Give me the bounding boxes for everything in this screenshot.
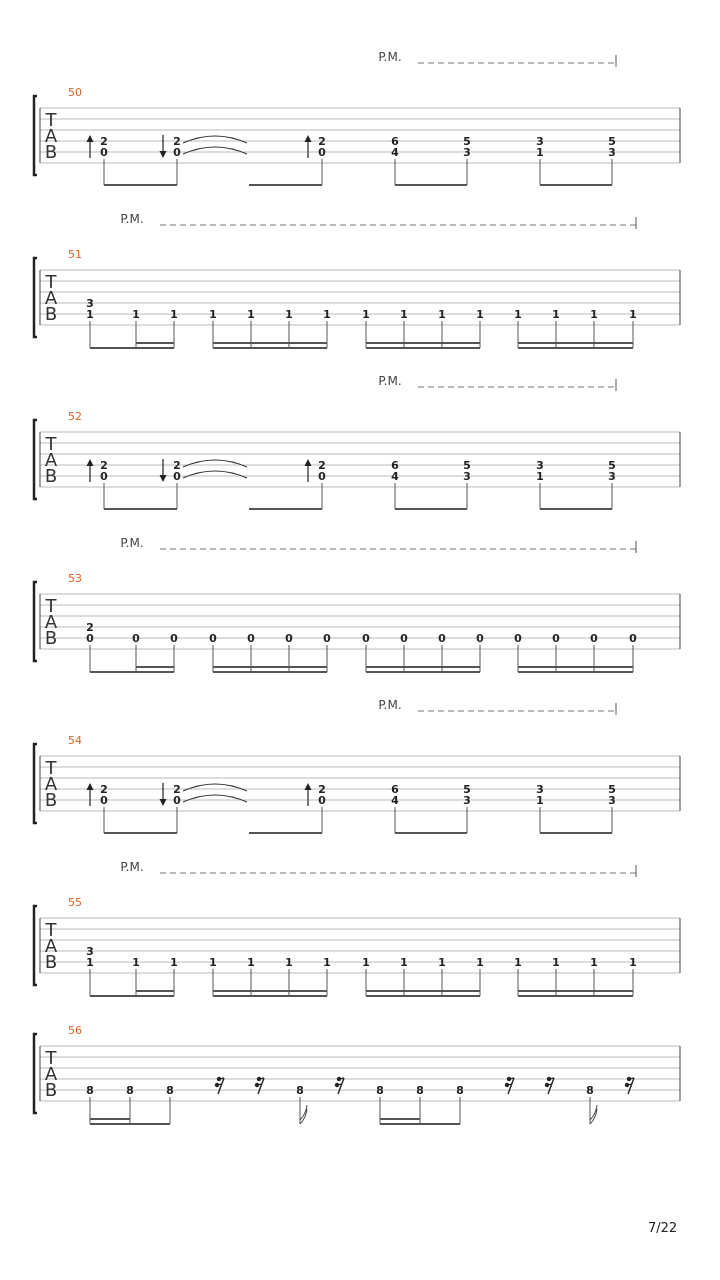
measure-number: 55 (68, 896, 82, 909)
fret-number: 8 (376, 1084, 384, 1097)
palm-mute-label: P.M. (120, 860, 144, 874)
palm-mute-label: P.M. (378, 374, 402, 388)
fret-number: 0 (209, 632, 217, 645)
fret-number: 8 (166, 1084, 174, 1097)
tab-system-50 (34, 50, 680, 185)
fret-number: 1 (536, 146, 544, 159)
fret-number: 1 (247, 956, 255, 969)
fret-number: 1 (323, 308, 331, 321)
tab-system-56 (34, 1024, 680, 1124)
fret-number: 1 (170, 308, 178, 321)
tab-clef-letter: B (44, 628, 58, 649)
fret-number: 0 (362, 632, 370, 645)
tab-clef-letter: A (44, 774, 58, 795)
tie-arc (183, 460, 247, 467)
fret-number: 0 (132, 632, 140, 645)
fret-number: 2 (173, 459, 181, 472)
tab-system-53 (34, 536, 680, 672)
fret-number: 3 (86, 945, 94, 958)
fret-number: 3 (536, 459, 544, 472)
tie-arc (183, 784, 247, 791)
fret-number: 8 (586, 1084, 594, 1097)
tab-system-54 (34, 698, 680, 833)
tab-clef-letter: A (44, 936, 58, 957)
fret-number: 0 (318, 794, 326, 807)
palm-mute-label: P.M. (120, 212, 144, 226)
fret-number: 8 (126, 1084, 134, 1097)
fret-number: 0 (86, 632, 94, 645)
palm-mute-label: P.M. (378, 698, 402, 712)
fret-number: 2 (318, 459, 326, 472)
fret-number: 0 (323, 632, 331, 645)
fret-number: 1 (514, 308, 522, 321)
measure-number: 51 (68, 248, 82, 261)
tab-clef-letter: B (44, 952, 58, 973)
fret-number: 4 (391, 146, 399, 159)
fret-number: 1 (590, 956, 598, 969)
up-stroke-arrow-icon (87, 783, 94, 790)
fret-number: 0 (173, 470, 181, 483)
fret-number: 2 (318, 135, 326, 148)
fret-number: 0 (438, 632, 446, 645)
fret-number: 1 (400, 308, 408, 321)
fret-number: 0 (173, 794, 181, 807)
fret-number: 5 (608, 459, 616, 472)
fret-number: 0 (318, 146, 326, 159)
fret-number: 1 (552, 308, 560, 321)
tie-arc (183, 136, 247, 143)
fret-number: 3 (463, 470, 471, 483)
fret-number: 3 (536, 135, 544, 148)
tab-clef-letter: B (44, 466, 58, 487)
tab-clef-letter: T (45, 110, 57, 131)
fret-number: 1 (629, 956, 637, 969)
tab-system-55 (34, 860, 680, 996)
measure-number: 56 (68, 1024, 82, 1037)
fret-number: 0 (100, 470, 108, 483)
fret-number: 6 (391, 135, 399, 148)
fret-number: 1 (536, 470, 544, 483)
fret-number: 0 (100, 794, 108, 807)
fret-number: 0 (173, 146, 181, 159)
fret-number: 3 (536, 783, 544, 796)
fret-number: 0 (318, 470, 326, 483)
fret-number: 6 (391, 459, 399, 472)
fret-number: 1 (247, 308, 255, 321)
fret-number: 1 (132, 956, 140, 969)
up-stroke-arrow-icon (87, 459, 94, 466)
down-stroke-arrow-icon (160, 799, 167, 806)
fret-number: 2 (100, 135, 108, 148)
fret-number: 4 (391, 794, 399, 807)
fret-number: 8 (456, 1084, 464, 1097)
system-bracket (34, 1034, 37, 1113)
fret-number: 2 (100, 459, 108, 472)
fret-number: 1 (476, 956, 484, 969)
fret-number: 3 (608, 470, 616, 483)
fret-number: 3 (608, 146, 616, 159)
tab-system-51 (34, 212, 680, 348)
fret-number: 0 (476, 632, 484, 645)
fret-number: 1 (536, 794, 544, 807)
fret-number: 0 (629, 632, 637, 645)
fret-number: 1 (400, 956, 408, 969)
fret-number: 1 (209, 308, 217, 321)
measure-number: 52 (68, 410, 82, 423)
system-bracket (34, 582, 37, 661)
page-number: 7/22 (648, 1221, 678, 1236)
fret-number: 0 (552, 632, 560, 645)
palm-mute-label: P.M. (120, 536, 144, 550)
fret-number: 1 (514, 956, 522, 969)
fret-number: 0 (170, 632, 178, 645)
fret-number: 5 (463, 459, 471, 472)
tie-arc (183, 795, 247, 802)
tab-clef-letter: B (44, 1080, 58, 1101)
tab-clef-letter: B (44, 790, 58, 811)
fret-number: 1 (590, 308, 598, 321)
fret-number: 3 (463, 146, 471, 159)
tab-clef-letter: A (44, 126, 58, 147)
fret-number: 5 (463, 135, 471, 148)
fret-number: 3 (608, 794, 616, 807)
system-bracket (34, 258, 37, 337)
palm-mute-label: P.M. (378, 50, 402, 64)
fret-number: 8 (296, 1084, 304, 1097)
fret-number: 0 (285, 632, 293, 645)
measure-number: 54 (68, 734, 82, 747)
fret-number: 6 (391, 783, 399, 796)
system-bracket (34, 420, 37, 499)
fret-number: 3 (86, 297, 94, 310)
tab-system-52 (34, 374, 680, 509)
tab-clef-letter: T (45, 1048, 57, 1069)
fret-number: 1 (132, 308, 140, 321)
fret-number: 1 (362, 956, 370, 969)
fret-number: 1 (362, 308, 370, 321)
tab-clef-letter: T (45, 272, 57, 293)
fret-number: 8 (86, 1084, 94, 1097)
fret-number: 2 (100, 783, 108, 796)
tab-clef-letter: A (44, 450, 58, 471)
fret-number: 4 (391, 470, 399, 483)
fret-number: 1 (476, 308, 484, 321)
tab-clef-letter: A (44, 612, 58, 633)
up-stroke-arrow-icon (305, 135, 312, 142)
fret-number: 1 (285, 308, 293, 321)
fret-number: 2 (173, 783, 181, 796)
fret-number: 2 (318, 783, 326, 796)
up-stroke-arrow-icon (305, 459, 312, 466)
tie-arc (183, 147, 247, 154)
fret-number: 1 (438, 956, 446, 969)
fret-number: 0 (590, 632, 598, 645)
tab-clef-letter: B (44, 142, 58, 163)
tab-clef-letter: T (45, 434, 57, 455)
fret-number: 5 (463, 783, 471, 796)
tab-clef-letter: T (45, 596, 57, 617)
fret-number: 1 (170, 956, 178, 969)
fret-number: 1 (285, 956, 293, 969)
fret-number: 0 (514, 632, 522, 645)
down-stroke-arrow-icon (160, 475, 167, 482)
fret-number: 2 (173, 135, 181, 148)
fret-number: 1 (552, 956, 560, 969)
up-stroke-arrow-icon (87, 135, 94, 142)
fret-number: 1 (209, 956, 217, 969)
tab-clef-letter: B (44, 304, 58, 325)
fret-number: 5 (608, 783, 616, 796)
fret-number: 1 (323, 956, 331, 969)
tab-clef-letter: A (44, 288, 58, 309)
fret-number: 5 (608, 135, 616, 148)
fret-number: 1 (86, 308, 94, 321)
measure-number: 50 (68, 86, 82, 99)
fret-number: 0 (400, 632, 408, 645)
system-bracket (34, 906, 37, 985)
fret-number: 2 (86, 621, 94, 634)
down-stroke-arrow-icon (160, 151, 167, 158)
measure-number: 53 (68, 572, 82, 585)
system-bracket (34, 96, 37, 175)
fret-number: 0 (100, 146, 108, 159)
fret-number: 8 (416, 1084, 424, 1097)
tab-clef-letter: A (44, 1064, 58, 1085)
fret-number: 1 (438, 308, 446, 321)
fret-number: 1 (86, 956, 94, 969)
system-bracket (34, 744, 37, 823)
fret-number: 3 (463, 794, 471, 807)
tie-arc (183, 471, 247, 478)
fret-number: 1 (629, 308, 637, 321)
fret-number: 0 (247, 632, 255, 645)
up-stroke-arrow-icon (305, 783, 312, 790)
tab-clef-letter: T (45, 920, 57, 941)
tab-clef-letter: T (45, 758, 57, 779)
